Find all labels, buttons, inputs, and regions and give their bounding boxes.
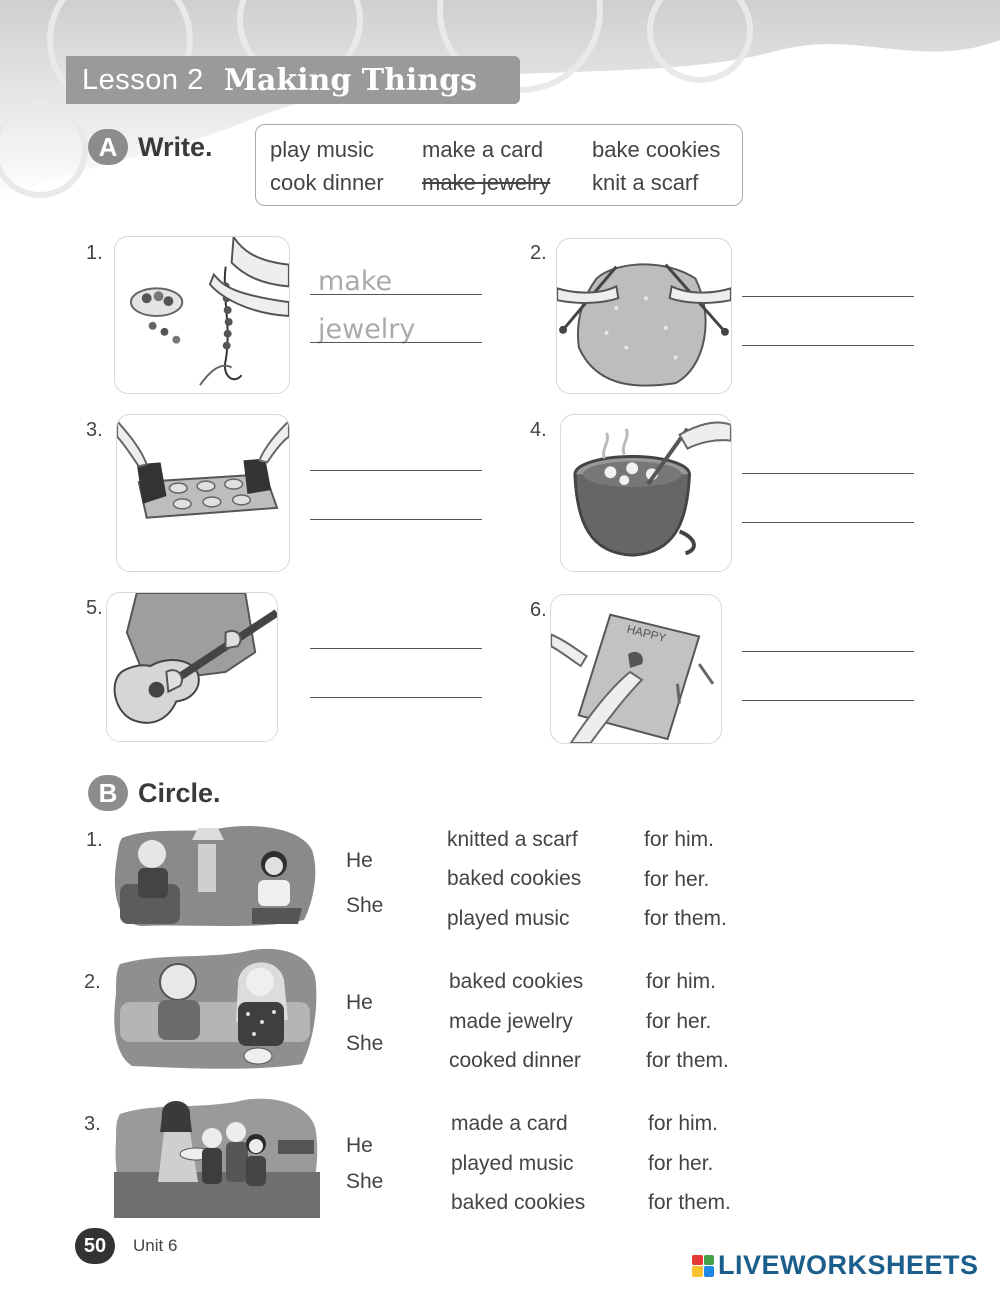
liveworksheets-brand: [692, 1250, 979, 1281]
grandfather-girl-picture: [112, 824, 318, 928]
item-number: 1.: [86, 242, 103, 264]
action-option[interactable]: baked cookies: [451, 1191, 586, 1214]
answer-line[interactable]: [742, 473, 914, 474]
answer-line[interactable]: [742, 651, 914, 652]
action-option[interactable]: cooked dinner: [449, 1049, 581, 1072]
jewelry-picture: [114, 236, 290, 394]
answer-line[interactable]: [310, 697, 482, 698]
target-option[interactable]: for him.: [648, 1112, 719, 1135]
unit-label: Unit 6: [133, 1236, 178, 1255]
action-option[interactable]: made jewelry: [449, 1010, 573, 1033]
word-bank-item: cook dinner: [270, 170, 384, 195]
item-number: 6.: [530, 599, 547, 621]
card-picture: [550, 594, 722, 744]
pronoun-option-he[interactable]: He: [346, 991, 373, 1014]
item-number: 3.: [86, 419, 103, 441]
answer-line[interactable]: [310, 519, 482, 520]
target-option[interactable]: for him.: [644, 828, 715, 851]
target-option[interactable]: for her.: [648, 1152, 714, 1175]
answer-line[interactable]: [310, 648, 482, 649]
pronoun-option-he[interactable]: He: [346, 849, 373, 872]
answer-line[interactable]: [742, 296, 914, 297]
pronoun-option-she[interactable]: She: [346, 894, 384, 917]
answer-line[interactable]: [742, 345, 914, 346]
word-bank-item: knit a scarf: [592, 170, 699, 195]
pronoun-option-he[interactable]: He: [346, 1134, 373, 1157]
word-bank-item: make a card: [422, 137, 544, 162]
item-number: 1.: [86, 829, 103, 851]
word-bank-item: bake cookies: [592, 137, 721, 162]
answer-line[interactable]: [310, 294, 482, 295]
action-option[interactable]: made a card: [451, 1112, 568, 1135]
woman-children-picture: [114, 1092, 320, 1218]
lesson-title-bar: [66, 56, 520, 104]
lesson-title: Making Things: [223, 62, 477, 98]
knitting-picture: [556, 238, 732, 394]
item-number: 4.: [530, 419, 547, 441]
guitar-picture: [106, 592, 278, 742]
answer-line[interactable]: [310, 342, 482, 343]
action-option[interactable]: played music: [447, 907, 570, 930]
answer-trace-line1: make: [318, 266, 393, 297]
cooking-pot-picture: [560, 414, 732, 572]
target-option[interactable]: for her.: [646, 1010, 712, 1033]
target-option[interactable]: for them.: [644, 907, 727, 930]
section-b-heading: [88, 775, 221, 811]
answer-trace-line2: jewelry: [318, 314, 416, 345]
section-a-badge: A: [88, 129, 128, 165]
item-number: 5.: [86, 597, 103, 619]
target-option[interactable]: for her.: [644, 868, 710, 891]
pronoun-option-she[interactable]: She: [346, 1032, 384, 1055]
action-option[interactable]: baked cookies: [449, 970, 584, 993]
answer-line[interactable]: [310, 470, 482, 471]
section-b-badge: B: [88, 775, 128, 811]
boy-woman-sofa-picture: [112, 944, 320, 1072]
section-a-heading: [88, 129, 213, 165]
target-option[interactable]: for them.: [646, 1049, 729, 1072]
word-bank-item-used: make jewelry: [422, 170, 551, 195]
answer-line[interactable]: [742, 700, 914, 701]
item-number: 3.: [84, 1113, 101, 1135]
liveworksheets-logo-icon: [692, 1255, 714, 1277]
target-option[interactable]: for him.: [646, 970, 717, 993]
target-option[interactable]: for them.: [648, 1191, 731, 1214]
pronoun-option-she[interactable]: She: [346, 1170, 384, 1193]
word-bank-item: play music: [270, 137, 374, 162]
brand-name: LIVEWORKSHEETS: [718, 1250, 979, 1280]
section-a-title: Write.: [138, 131, 213, 162]
lesson-label: Lesson 2: [82, 63, 204, 96]
page-number: 50: [75, 1228, 115, 1264]
action-option[interactable]: knitted a scarf: [447, 828, 578, 851]
item-number: 2.: [530, 242, 547, 264]
answer-line[interactable]: [742, 522, 914, 523]
section-b-title: Circle.: [138, 777, 221, 808]
card-happy-text: HAPPY: [625, 621, 668, 646]
action-option[interactable]: played music: [451, 1152, 574, 1175]
action-option[interactable]: baked cookies: [447, 867, 582, 890]
word-bank: [255, 124, 743, 206]
cookies-picture: [116, 414, 290, 572]
item-number: 2.: [84, 971, 101, 993]
